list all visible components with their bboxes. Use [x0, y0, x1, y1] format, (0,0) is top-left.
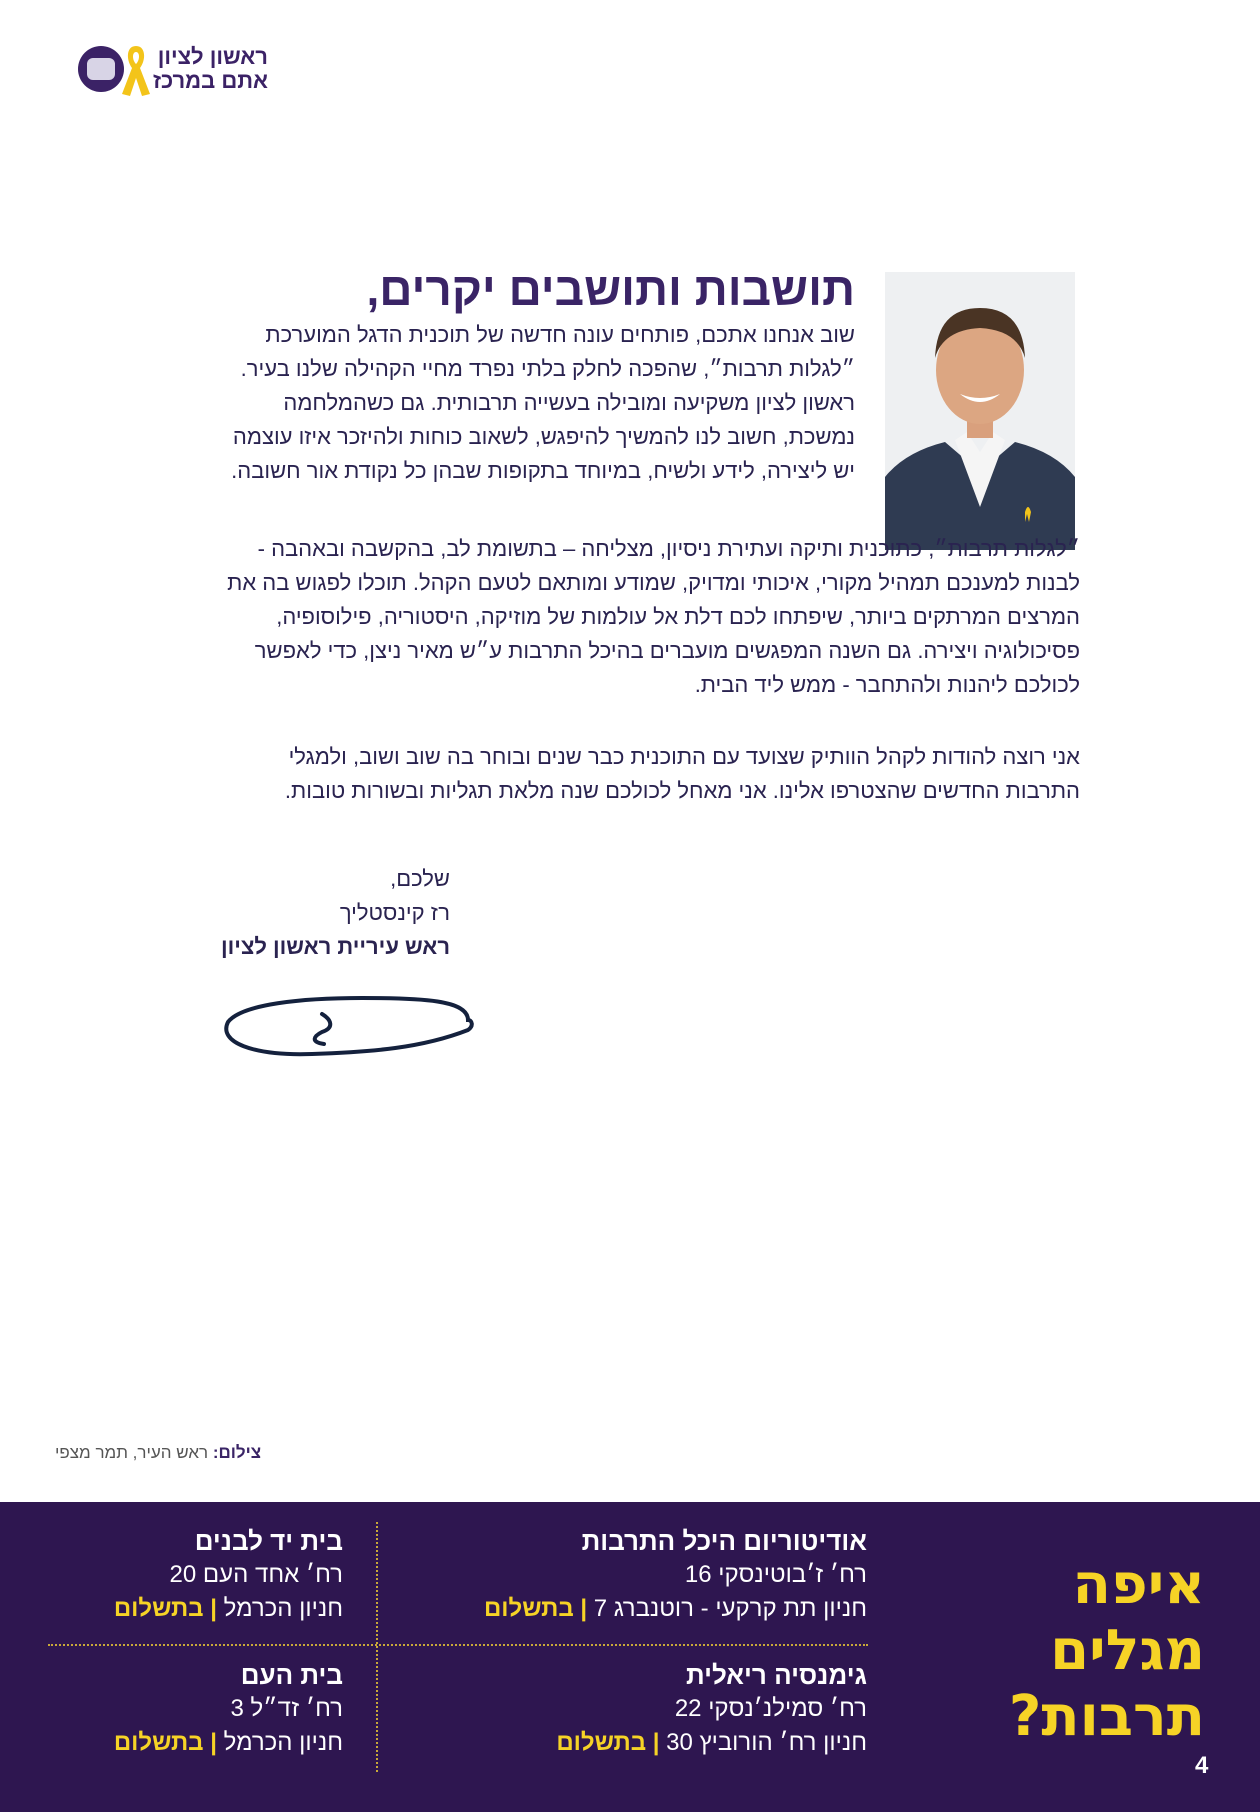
- parking-paid: בתשלום: [113, 1595, 204, 1622]
- venue-address: רח׳ אחד העם 20: [169, 1561, 343, 1588]
- parking-separator: |: [210, 1595, 217, 1622]
- letter-paragraph-1: שוב אנחנו אתכם, פותחים עונה חדשה של תוכנית הדגל המוערכת ״לגלות תרבות״, שהפכה לחלק בלתי נפרד מחיי הקהילה שלנו בעיר. ראשון לציון משקיעה ומובילה בעשייה תרבותית. גם כשהמלחמה נמשכת, חשוב לנו להמשיך להיפגש, לשאוב כוחות ולהיזכר איזו עוצמה יש ליצירה, לידע ולשיח, במיוחד בתקופות שבהן כל נקודת אור חשובה.: [231, 322, 855, 483]
- where-heading-line-3: תרבות?: [1008, 1684, 1205, 1749]
- venue-card: [0, 1658, 343, 1760]
- parking-paid: בתשלום: [556, 1729, 647, 1756]
- parking-name: חניון תת קרקעי - רוטנברג 7: [593, 1595, 867, 1622]
- where-heading: [935, 1552, 1205, 1750]
- letter-signoff: [220, 862, 450, 964]
- photo-credit-text: ראש העיר, תמר מצפי: [55, 1443, 209, 1462]
- city-logo: [78, 40, 268, 102]
- venues-divider-vertical: [376, 1522, 378, 1772]
- parking-separator: |: [652, 1729, 660, 1756]
- where-heading-line-1: איפה: [1072, 1552, 1205, 1617]
- mayor-photo: [885, 272, 1075, 550]
- parking-name: חניון הכרמל: [223, 1595, 343, 1622]
- venue-parking: [0, 1726, 343, 1760]
- venue-parking: [484, 1592, 867, 1626]
- venue-address: רח׳ סמילנ׳נסקי 22: [674, 1695, 867, 1722]
- venue-name: אודיטוריום היכל התרבות: [581, 1526, 867, 1556]
- parking-separator: |: [580, 1595, 588, 1622]
- signer-title: ראש עיריית ראשון לציון: [221, 934, 450, 959]
- signer-name: רז קינסטליך: [339, 900, 450, 925]
- letter-paragraph-3: אני רוצה להודות לקהל הוותיק שצועד עם התוכנית כבר שנים ובוחר בה שוב ושוב, ולמגלי התרבות החדשים שהצטרפו אלינו. אני מאחל לכולכם שנה מלאת תגליות ובשורות טובות.: [284, 744, 1080, 803]
- yellow-ribbon-icon: [118, 42, 154, 98]
- venue-card: [0, 1524, 343, 1626]
- parking-separator: |: [210, 1729, 217, 1756]
- parking-paid: בתשלום: [484, 1595, 574, 1622]
- parking-name: חניון הכרמל: [223, 1729, 343, 1756]
- mayor-signature: [222, 990, 477, 1065]
- venue-address: רח׳ ז׳בוטינסקי 16: [684, 1561, 867, 1588]
- venue-parking: [0, 1592, 343, 1626]
- letter-paragraph-2: ״לגלות תרבות״, כתוכנית ותיקה ועתירת ניסיון, מצליחה – בתשומת לב, בהקשבה ובאהבה - לבנות למענכם תמהיל מקורי, איכותי ומדויק, שמודע ומותאם לטעם הקהל. תוכלו לפגוש בה את המרצים המרתקים ביותר, שיפתחו לכם דלת אל עולמות של מוזיקה, היסטוריה, פילוסופיה, פסיכולוגיה ויצירה. גם השנה המפגשים מועברים בהיכל התרבות ע״ש מאיר ניצן, כדי לאפשר לכולכם ליהנות ולהתחבר - ממש ליד הבית.: [227, 536, 1080, 697]
- closing-word: שלכם,: [390, 866, 450, 891]
- venue-address: רח׳ זד״ל 3: [230, 1695, 343, 1722]
- photo-credit: [55, 1443, 261, 1463]
- venue-name: גימנסיה ריאלית: [685, 1660, 867, 1690]
- venue-parking: [507, 1726, 867, 1760]
- page-number: 4: [1195, 1752, 1209, 1779]
- parking-paid: בתשלום: [113, 1729, 204, 1756]
- venues-divider-horizontal: [48, 1644, 868, 1646]
- venues-footer: [0, 1502, 1260, 1812]
- logo-city-name: ראשון לציון: [157, 44, 268, 69]
- photo-credit-label: צילום:: [212, 1443, 262, 1462]
- parking-name: חניון רח׳ הורוביץ 30: [666, 1729, 867, 1756]
- venue-name: בית יד לבנים: [194, 1526, 343, 1556]
- venue-name: בית העם: [240, 1660, 343, 1690]
- logo-slogan: אתם במרכז: [152, 68, 268, 93]
- venue-card: [507, 1658, 867, 1760]
- venue-card: [484, 1524, 867, 1626]
- letter-greeting: תושבות ותושבים יקרים,: [366, 263, 855, 315]
- where-heading-line-2: מגלים: [1050, 1618, 1205, 1683]
